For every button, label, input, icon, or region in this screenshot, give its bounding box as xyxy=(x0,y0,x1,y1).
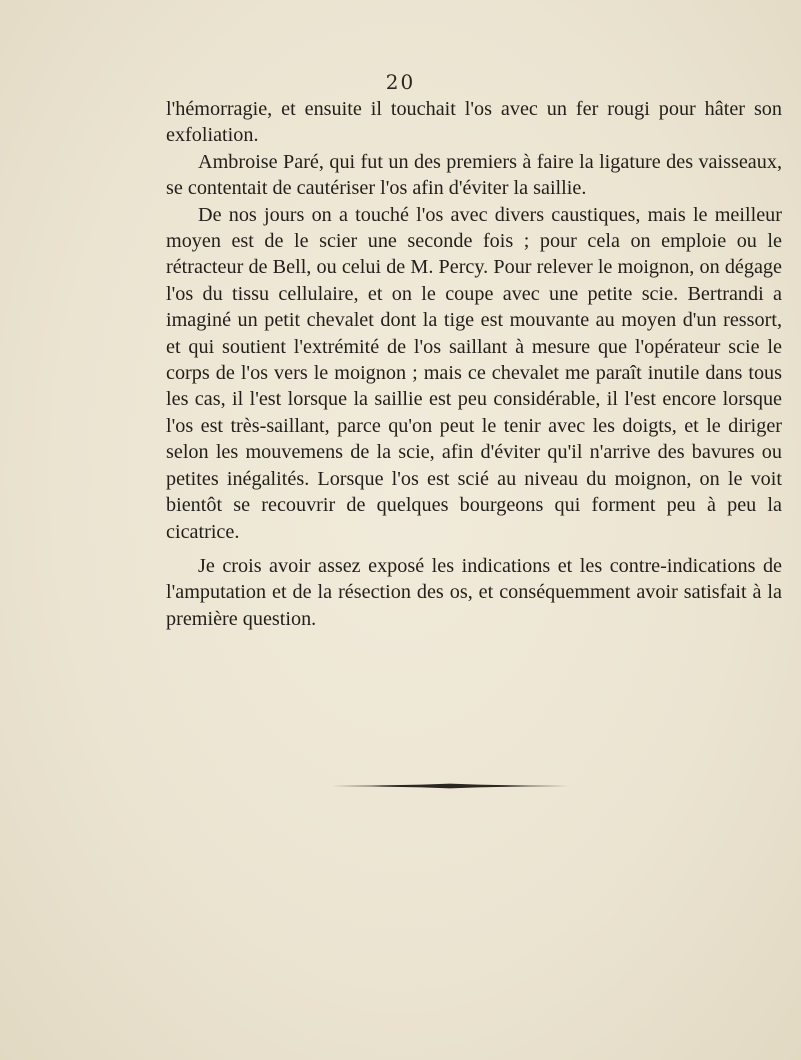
paragraph-conclusion: Je crois avoir assez exposé les indications et les contre-indications de l'amputation et de la résection des os, et conséquemment avoir satisfait à la première question. xyxy=(166,554,782,630)
paragraph-continuation: l'hémorragie, et ensuite il touchait l'os avec un fer rougi pour hâter son exfoliation. xyxy=(166,98,782,147)
page-number: 20 xyxy=(385,70,416,94)
paragraph-modern-methods: De nos jours on a touché l'os avec divers caustiques, mais le meilleur moyen est de le scier une seconde fois ; pour cela on emploie ou le rétracteur de Bell, ou celui de M. Percy. Pour relever le moignon, on dégage l'os du tissu cellulaire, et on le coupe avec une petite scie. Bertrandi a imaginé un petit chevalet dont la tige est mouvante au moyen d'un ressort, et qui soutient l'extrémité de l'os saillant à mesure que l'opérateur scie le corps de l'os vers le moignon ; mais ce chevalet me paraît inutile dans tous les cas, il l'est lorsque la saillie est peu considérable, il l'est encore lorsque l'os est très-saillant, parce qu'on peut le tenir avec les doigts, et le diriger selon les mouvemens de la scie, afin d'éviter qu'il n'arrive des bavures ou petites inégalités. Lorsque l'os est scié au niveau du moignon, on le voit bientôt se recouvrir de quelques bourgeons qui forment peu à peu la cicatrice. xyxy=(166,203,782,543)
body-text xyxy=(166,96,782,632)
paragraph-ambroise-pare: Ambroise Paré, qui fut un des premiers à faire la ligature des vaisseaux, se contentait de cautériser l'os afin d'éviter la saillie. xyxy=(166,150,782,200)
divider-ornament xyxy=(332,782,568,790)
